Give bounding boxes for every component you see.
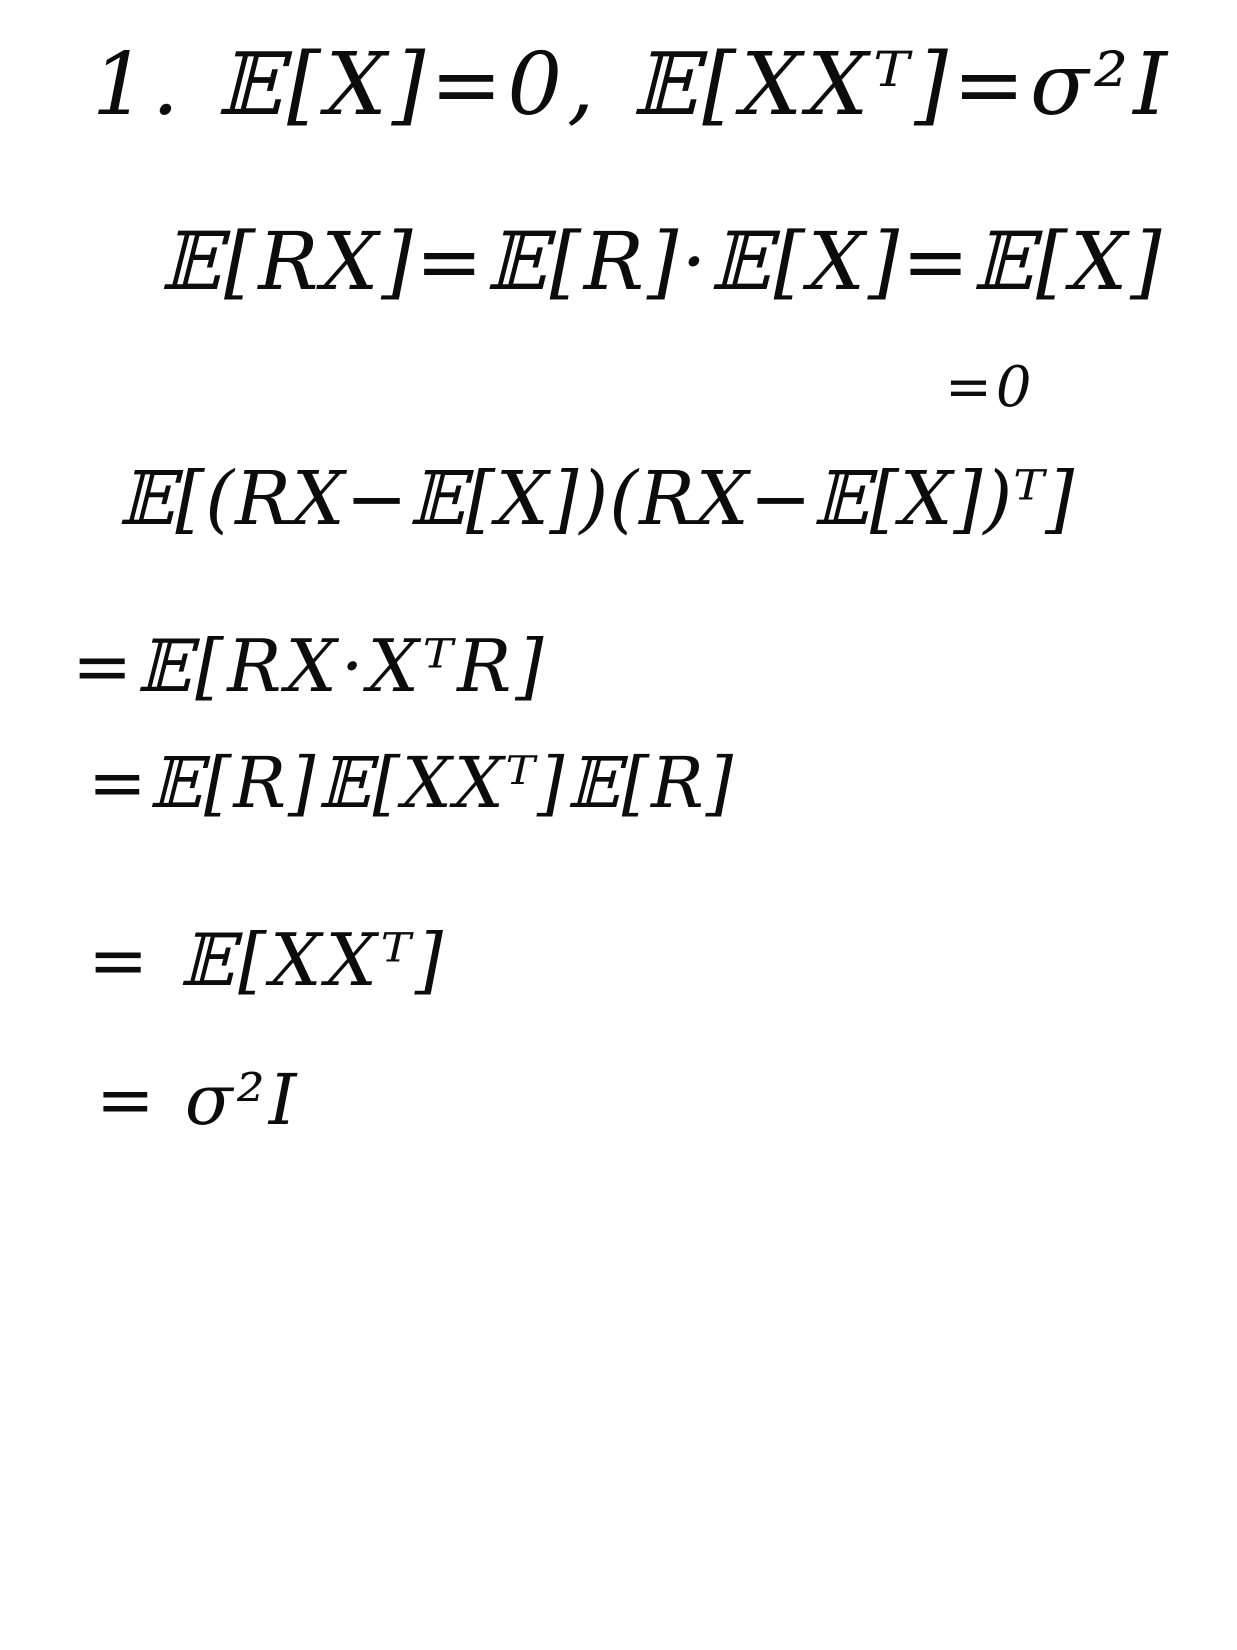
covariance-step-1-line: =𝔼[RX·XᵀR] — [72, 624, 548, 708]
covariance-definition-line: 𝔼[(RX−𝔼[X])(RX−𝔼[X])ᵀ] — [118, 456, 1076, 542]
covariance-result-line: = σ²I — [96, 1059, 301, 1141]
mean-of-rx-line: 𝔼[RX]=𝔼[R]·𝔼[X]=𝔼[X] — [160, 215, 1165, 308]
covariance-step-2-line: =𝔼[R]𝔼[XXᵀ]𝔼[R] — [88, 742, 736, 824]
mean-equals-zero-line: =0 — [945, 355, 1036, 420]
covariance-step-3-line: = 𝔼[XXᵀ] — [88, 918, 448, 1002]
given-expectations-line: 1. 𝔼[X]=0, 𝔼[XXᵀ]=σ²I — [92, 35, 1173, 135]
